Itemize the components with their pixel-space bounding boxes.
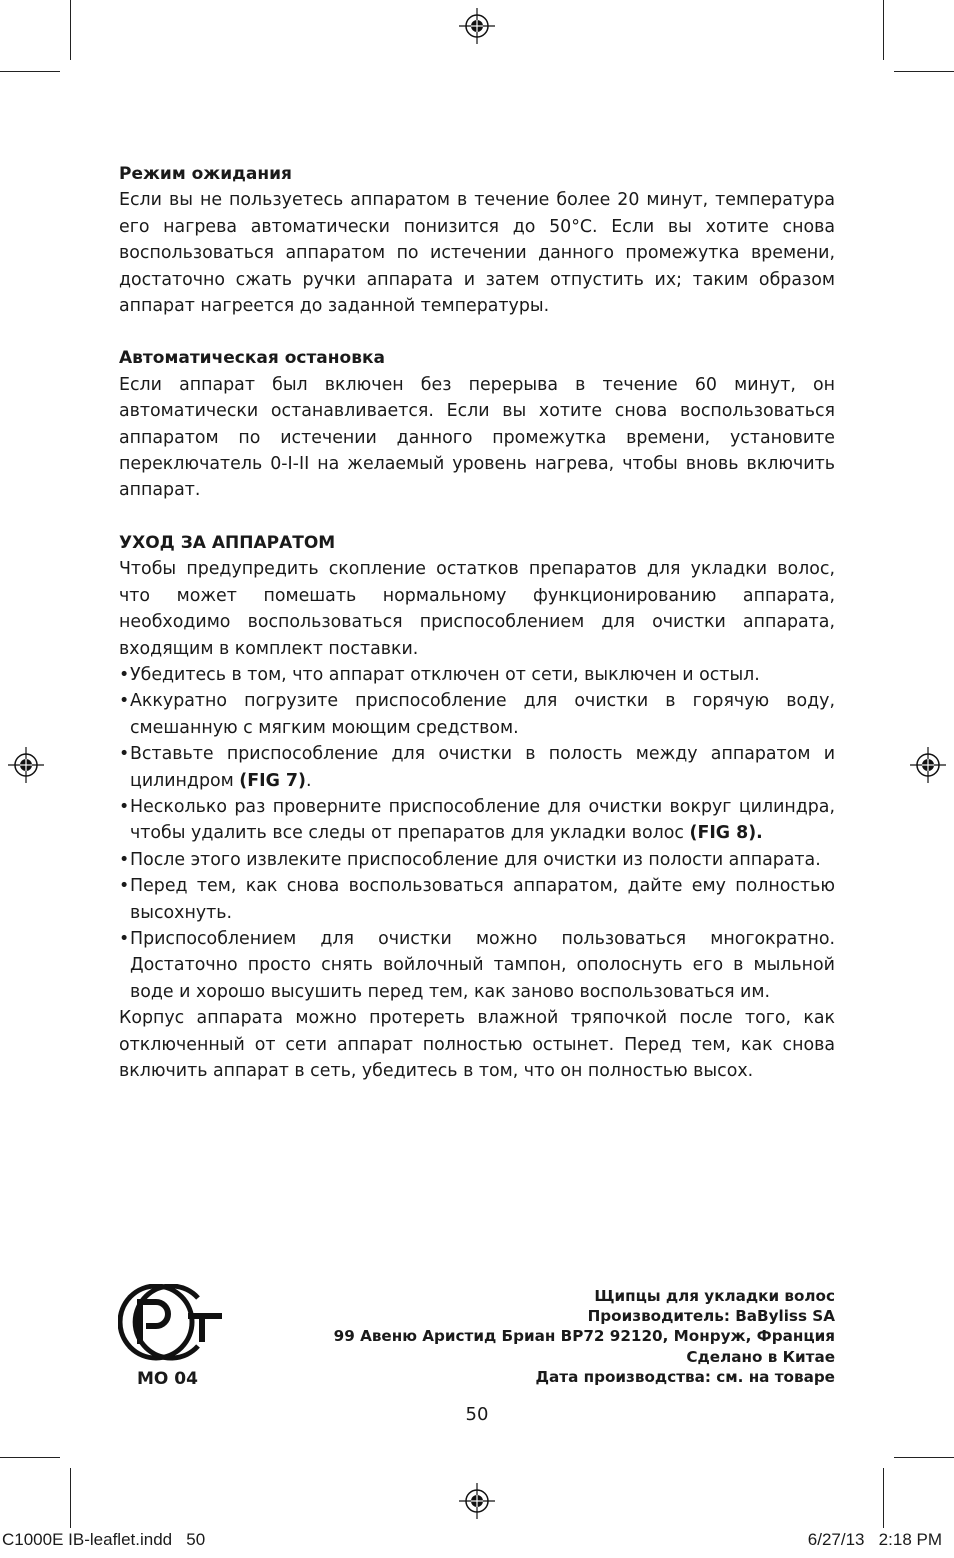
standby-heading: Режим ожидания: [119, 164, 292, 184]
registration-mark-icon: [6, 745, 46, 785]
list-item: • После этого извлеките приспособление для очистки из полости аппарата.: [119, 847, 835, 873]
list-item: • Убедитесь в том, что аппарат отключен от сети, выключен и остыл.: [119, 662, 835, 688]
autostop-text: Если аппарат был включен без перерыва в течение 60 минут, он автоматически останавливается. Если вы хотите снова воспользоваться аппаратом по истечении данного промежутка времени, установите переключатель 0-I-II на желаемый уровень нагрева, чтобы вновь включить аппарат.: [119, 374, 835, 501]
page-number: 50: [465, 1404, 489, 1425]
care-bullet-list: [119, 662, 835, 1005]
list-item: • Несколько раз проверните приспособление для очистки вокруг цилиндра, чтобы удалить все следы от препаратов для укладки волос (FIG 8).: [119, 794, 835, 847]
autostop-heading: Автоматическая остановка: [119, 348, 385, 369]
crop-mark: [883, 1468, 884, 1528]
standby-text: Если вы не пользуетесь аппаратом в течение более 20 минут, температура его нагрева автоматически понизится до 50°C. Если вы хотите снова воспользоваться аппаратом по истечении данного промежутка времени, достаточно сжать ручки аппарата и затем отпустить их; таким образом аппарат нагреется до заданной температуры.: [119, 190, 835, 317]
product-name: Щипцы для укладки волос: [594, 1287, 835, 1305]
figure-ref: (FIG 8).: [689, 823, 763, 844]
pct-certification-logo: [118, 1284, 224, 1370]
care-intro: Чтобы предупредить скопление остатков препаратов для укладки волос, что может помешать нормальному функционированию аппарата, необходимо воспользоваться приспособлением для очистки аппарата, входящим в комплект поставки.: [119, 559, 835, 659]
crop-mark: [70, 1468, 71, 1528]
manufacturer: Производитель: BaByliss SA: [587, 1307, 835, 1326]
country-of-origin: Сделано в Китае: [686, 1347, 835, 1366]
figure-ref: (FIG 7): [239, 770, 306, 791]
slug-timestamp: 6/27/13 2:18 PM: [807, 1530, 942, 1549]
registration-mark-icon: [457, 1481, 497, 1521]
crop-mark: [894, 71, 954, 72]
certification-code: MO 04: [137, 1369, 198, 1389]
crop-mark: [70, 0, 71, 60]
registration-mark-icon: [457, 6, 497, 46]
crop-mark: [894, 1457, 954, 1458]
slug-filename: C1000E IB-leaflet.indd 50: [2, 1530, 206, 1549]
list-item: • Аккуратно погрузите приспособление для очистки в горячую воду, смешанную с мягким моющим средством.: [119, 688, 835, 741]
manufacturer-address: 99 Авеню Аристид Бриан BP72 92120, Монруж, Франция: [333, 1327, 835, 1346]
list-item: • Приспособлением для очистки можно пользоваться многократно. Достаточно просто снять войлочный тампон, ополоснуть его в мыльной воде и хорошо высушить перед тем, как заново воспользоваться им.: [119, 926, 835, 1005]
care-closing: Корпус аппарата можно протереть влажной тряпочкой после того, как отключенный от сети аппарат полностью остынет. Перед тем, как снова включить аппарат в сеть, убедитесь в том, что он полностью высох.: [119, 1008, 835, 1081]
crop-mark: [0, 1457, 60, 1458]
list-item: • Вставьте приспособление для очистки в полость между аппаратом и цилиндром (FIG 7).: [119, 741, 835, 794]
production-date: Дата производства: см. на товаре: [535, 1367, 835, 1386]
main-content: [119, 161, 835, 1084]
registration-mark-icon: [908, 745, 948, 785]
care-heading: УХОД ЗА АППАРАТОМ: [119, 532, 336, 553]
crop-mark: [883, 0, 884, 60]
crop-mark: [0, 71, 60, 72]
list-item: • Перед тем, как снова воспользоваться аппаратом, дайте ему полностью высохнуть.: [119, 873, 835, 926]
manufacturer-info: [334, 1286, 835, 1387]
